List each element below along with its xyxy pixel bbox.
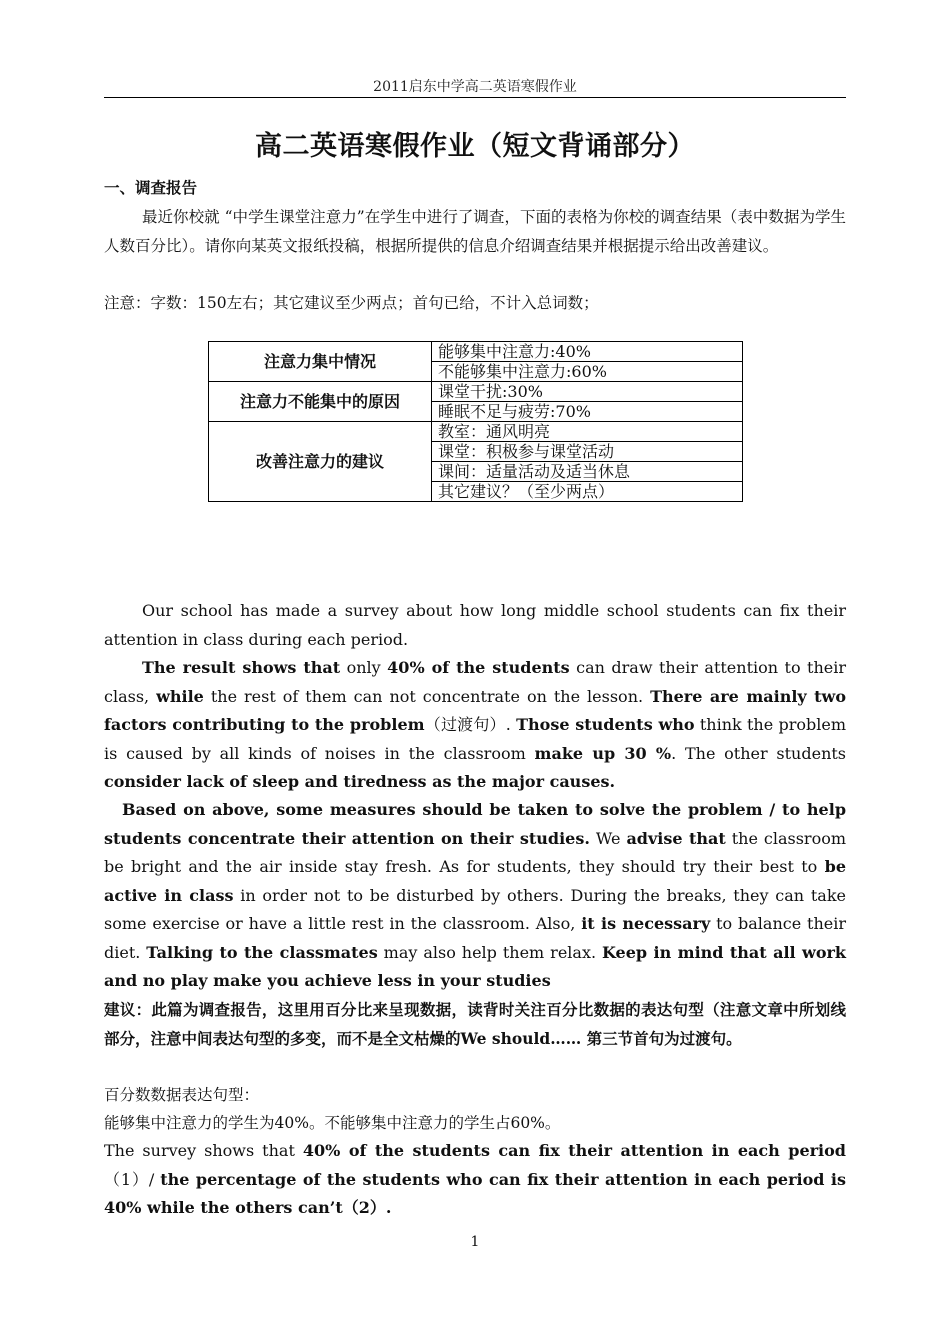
table-cell: 其它建议？（至少两点） xyxy=(432,482,743,502)
table-cell: 教室：通风明亮 xyxy=(432,422,743,442)
run: can draw their attention to their class, xyxy=(104,658,847,706)
essay-paragraph-3 xyxy=(104,796,846,996)
run: consider lack of sleep and tiredness as the major causes. xyxy=(104,772,616,791)
run: （1）/ xyxy=(104,1169,161,1189)
run: （2）. xyxy=(342,1198,392,1217)
run: Based on above, some measures should be taken to solve the problem / to help students concentrate their attention on their studies. xyxy=(104,800,846,848)
document-title: 高二英语寒假作业（短文背诵部分） xyxy=(255,131,695,162)
run: There are mainly two factors contributing to the problem xyxy=(104,686,847,734)
page-number: 1 xyxy=(470,1234,480,1250)
run: the rest of them can not concentrate on the lesson. xyxy=(203,686,651,706)
table-cell: 睡眠不足与疲劳:70% xyxy=(432,402,743,422)
expressions-heading: 百分数数据表达句型： xyxy=(104,1086,260,1104)
table-row xyxy=(209,342,743,362)
task-intro: 最近你校就 “中学生课堂注意力”在学生中进行了调查，下面的表格为你校的调查结果（表中数据为学生人数百分比）。请你向某英文报纸投稿，根据所提供的信息介绍调查结果并根据提示给出改善建议。 xyxy=(104,208,846,255)
section-heading: 一、调查报告 xyxy=(104,178,198,197)
table-cell: 课间：适量活动及适当休息 xyxy=(432,462,743,482)
run: while xyxy=(156,686,204,706)
run: The survey shows that xyxy=(104,1141,303,1160)
run: advise that xyxy=(626,828,726,848)
run: think the problem is caused by all kinds of noises in the classroom xyxy=(104,715,846,763)
expressions-line-1: 能够集中注意力的学生为40%。不能够集中注意力的学生占60%。 xyxy=(104,1114,561,1132)
run: 40% of the students xyxy=(387,658,570,677)
table-cell: 能够集中注意力:40% xyxy=(432,342,743,362)
run: only xyxy=(340,658,388,677)
run: We xyxy=(589,828,627,848)
run: the percentage of the students who can fix their attention in each period is 40% while the others can’t xyxy=(104,1169,846,1217)
run: make up 30 % xyxy=(534,743,672,763)
table-row xyxy=(209,422,743,442)
table-row xyxy=(209,382,743,402)
essay-paragraph-2 xyxy=(104,654,846,797)
run: 40% of the students can fix their attention in each period xyxy=(302,1141,846,1160)
run: may also help them relax. xyxy=(377,942,602,962)
run: Those students who xyxy=(516,715,695,734)
row-label: 改善注意力的建议 xyxy=(209,422,432,502)
table-cell: 不能够集中注意力:60% xyxy=(432,362,743,382)
row-label: 注意力不能集中的原因 xyxy=(209,382,432,422)
run: Keep in mind that all work and no play make you achieve less in your studies xyxy=(104,942,847,990)
run: （过渡句）. xyxy=(424,715,517,734)
table-cell: 课堂干扰:30% xyxy=(432,382,743,402)
run: The result shows that xyxy=(142,658,341,677)
run: in order not to be disturbed by others. During the breaks, they can take some exercise or have a little rest in the classroom. Also, xyxy=(104,885,847,933)
study-advice: 建议：此篇为调查报告，这里用百分比来呈现数据，读背时关注百分比数据的表达句型（注意文章中所划线部分，注意中间表达句型的多变，而不是全文枯燥的We should…… 第三节首句为过渡句。 xyxy=(104,1000,846,1048)
run: be active in class xyxy=(104,857,846,905)
essay-paragraph-1: Our school has made a survey about how long middle school students can fix their attention in class during each period. xyxy=(104,601,846,649)
run: Talking to the classmates xyxy=(146,942,378,962)
expressions-line-2 xyxy=(104,1137,846,1223)
survey-table xyxy=(208,341,743,502)
task-note: 注意：字数：150左右；其它建议至少两点；首句已给，不计入总词数； xyxy=(104,294,599,312)
page-header: 2011启东中学高二英语寒假作业 xyxy=(373,79,577,95)
run: to balance their diet. xyxy=(104,914,847,962)
run: it is necessary xyxy=(581,914,711,933)
run: the classroom be bright and the air inside stay fresh. As for students, they should try their best to xyxy=(104,828,847,876)
row-label: 注意力集中情况 xyxy=(209,342,432,382)
table-cell: 课堂：积极参与课堂活动 xyxy=(432,442,743,462)
run: . The other students xyxy=(671,743,847,763)
header-rule xyxy=(104,97,846,98)
